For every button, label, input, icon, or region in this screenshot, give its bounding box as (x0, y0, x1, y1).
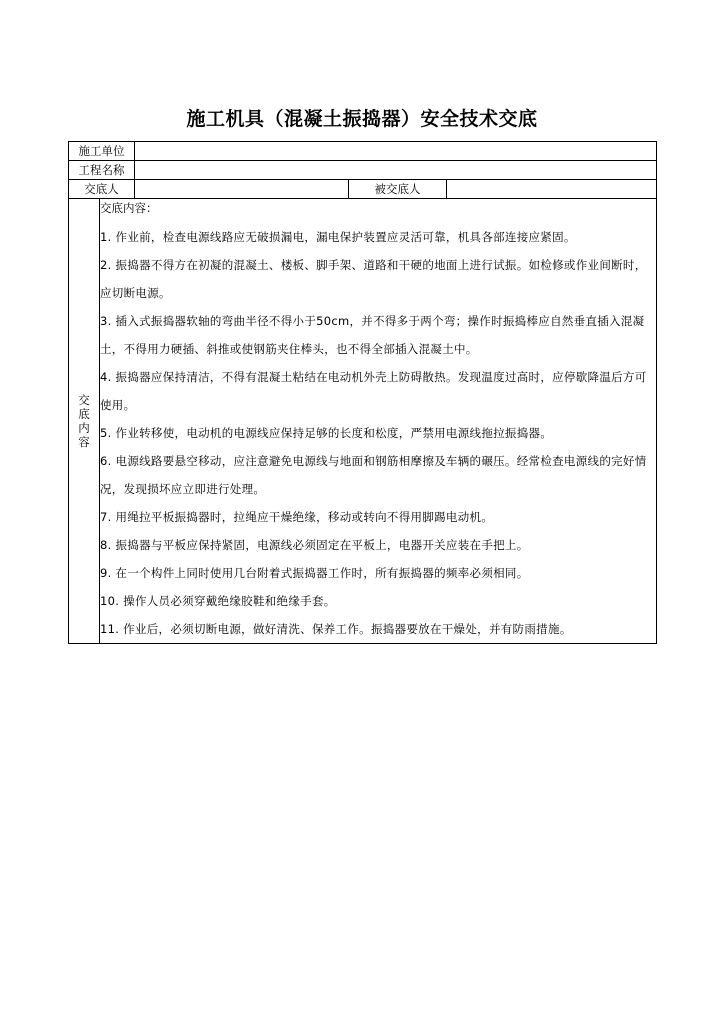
page-title: 施工机具（混凝土振捣器）安全技术交底 (186, 108, 538, 130)
project-row (69, 161, 657, 180)
recipient-value-field[interactable] (447, 180, 657, 199)
content-item: 8. 振捣器与平板应保持紧固，电源线必须固定在平板上，电器开关应装在手把上。 (100, 538, 529, 552)
content-item: 5. 作业转移使，电动机的电源线应保持足够的长度和松度，严禁用电源线拖拉振捣器。 (100, 426, 553, 440)
project-value-field[interactable] (135, 161, 657, 180)
content-item: 6. 电源线路要悬空移动，应注意避免电源线与地面和钢筋相摩擦及车辆的碾压。经常检查电源线的完好情况，发现损坏应立即进行处理。 (100, 454, 647, 496)
content-item: 7. 用绳拉平板振捣器时，拉绳应干燥绝缘，移动或转向不得用脚踢电动机。 (100, 510, 494, 524)
content-item: 10. 操作人员必须穿戴绝缘胶鞋和绝缘手套。 (100, 594, 336, 608)
content-item: 3. 插入式振捣器软轴的弯曲半径不得小于50cm，并不得多于两个弯；操作时振捣棒应自然垂直插入混凝土，不得用力硬插、斜推或使钢筋夹住棒头，也不得全部插入混凝土中。 (100, 314, 645, 356)
content-item: 2. 振捣器不得方在初凝的混凝土、楼板、脚手架、道路和干硬的地面上进行试振。如检修或作业间断时，应切断电源。 (100, 258, 647, 300)
discloser-value-field[interactable] (135, 180, 349, 199)
unit-label: 施工单位 (69, 142, 135, 161)
content-item: 4. 振捣器应保持清洁，不得有混凝土粘结在电动机外壳上防碍散热。发现温度过高时，应停歇降温后方可使用。 (100, 370, 647, 412)
unit-value-field[interactable] (135, 142, 657, 161)
content-item: 11. 作业后，必须切断电源，做好清洗、保养工作。振捣器要放在干燥处，并有防雨措施。 (100, 622, 572, 636)
people-row (69, 180, 657, 199)
content-item: 9. 在一个构件上同时使用几台附着式振捣器工作时，所有振捣器的频率必须相同。 (100, 566, 529, 580)
project-label: 工程名称 (69, 161, 135, 180)
discloser-label: 交底人 (69, 180, 135, 199)
content-side-label: 交底内容 (78, 393, 90, 449)
content-cell (100, 199, 657, 644)
unit-row (69, 142, 657, 161)
content-item: 1. 作业前，检查电源线路应无破损漏电，漏电保护装置应灵活可靠，机具各部连接应紧固。 (100, 230, 576, 244)
recipient-label: 被交底人 (349, 180, 447, 199)
disclosure-form-table (68, 141, 657, 644)
content-side-cell (69, 199, 100, 644)
content-heading: 交底内容： (100, 201, 158, 215)
content-row (69, 199, 657, 644)
